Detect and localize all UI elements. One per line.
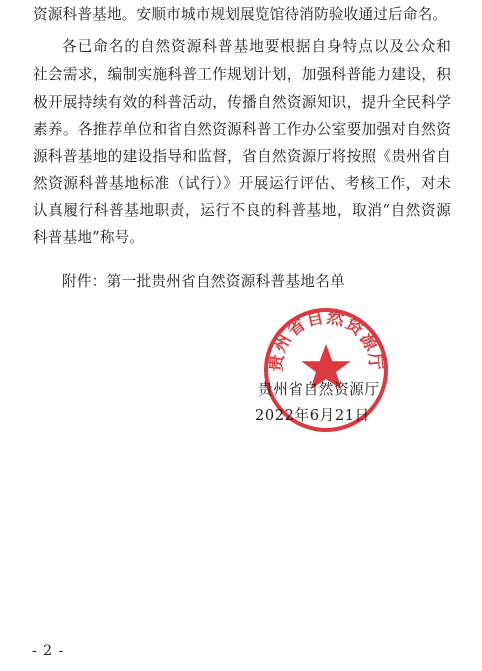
body-line-5: 素养。各推荐单位和省自然资源科普工作办公室要加强对自然资 (33, 121, 451, 138)
body-line-6: 源科普基地的建设指导和监督，省自然资源厅将按照《贵州省自 (33, 148, 451, 165)
seal-star-icon (301, 344, 350, 389)
body-line-4: 极开展持续有效的科普活动，传播自然资源知识，提升全民科学 (33, 94, 451, 111)
body-line-9: 科普基地”称号。 (33, 229, 145, 246)
body-line-8: 认真履行科普基地职责，运行不良的科普基地，取消“自然资源 (33, 202, 451, 219)
issue-date: 2022年6月21日 (255, 407, 370, 424)
issuer-signature: 贵州省自然资源厅 (258, 381, 380, 398)
seal-text: 贵州省自然资源厅 (266, 307, 386, 373)
attachment-line: 附件：第一批贵州省自然资源科普基地名单 (62, 273, 345, 290)
body-line-3: 社会需求，编制实施科普工作规划计划，加强科普能力建设，积 (33, 66, 451, 83)
official-seal-icon (262, 306, 390, 434)
page-number: - 2 - (32, 643, 65, 659)
body-line-2: 各已命名的自然资源科普基地要根据自身特点以及公众和 (62, 38, 451, 55)
body-line-7: 然资源科普基地标准（试行）》开展运行评估、考核工作，对未 (33, 175, 451, 192)
body-line-1: 资源科普基地。安顺市城市规划展览馆待消防验收通过后命名。 (33, 6, 448, 23)
